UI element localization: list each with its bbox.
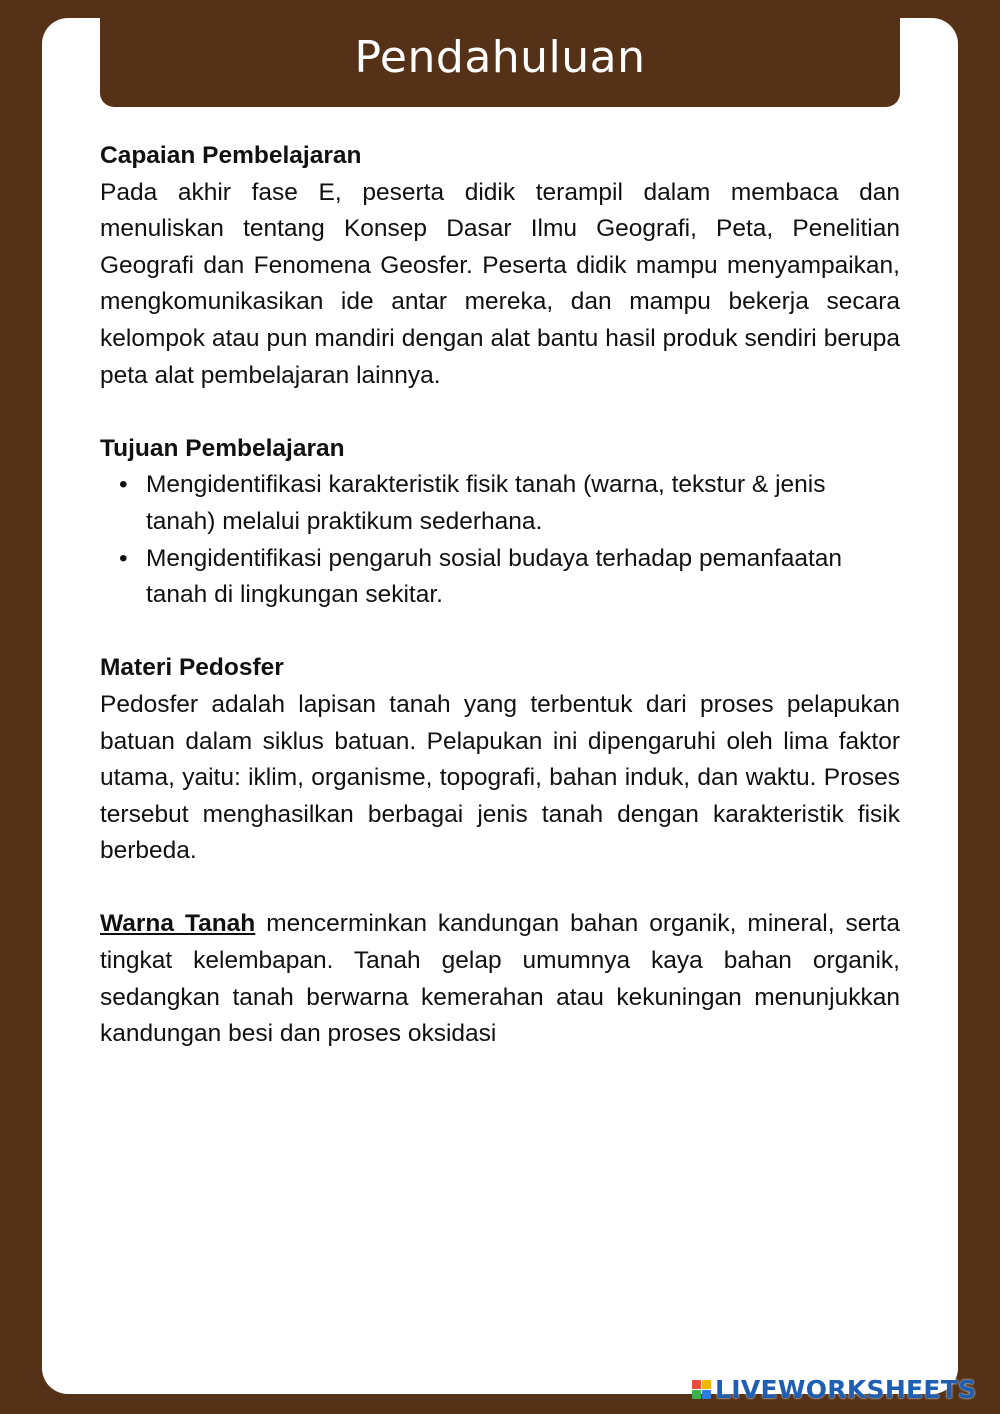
warna-text: mencerminkan kandungan bahan organik, mineral, serta tingkat kelembapan. Tanah gelap umumnya kaya bahan organik, sedangkan tanah berwarna kemerahan atau kekuningan menunjukkan kandungan besi dan proses oksidasi: [100, 910, 900, 1048]
main-content: [100, 138, 900, 1053]
liveworksheets-watermark: [692, 1376, 976, 1402]
bullet-icon: •: [119, 544, 128, 572]
tujuan-item-text: Mengidentifikasi karakteristik fisik tanah (warna, tekstur & jenis tanah) melalui praktikum sederhana.: [146, 471, 826, 535]
page-title: Pendahuluan: [354, 32, 646, 83]
watermark-text: LIVEWORKSHEETS: [715, 1374, 977, 1404]
liveworksheets-logo-icon: [692, 1380, 711, 1399]
bullet-icon: •: [119, 471, 128, 499]
tujuan-heading: Tujuan Pembelajaran: [100, 434, 345, 462]
list-item: [119, 541, 900, 614]
warna-paragraph: [100, 906, 900, 1052]
list-item: [119, 467, 900, 540]
title-banner: [100, 0, 900, 107]
tujuan-list: [100, 467, 900, 613]
tujuan-item-text: Mengidentifikasi pengaruh sosial budaya terhadap pemanfaatan tanah di lingkungan sekitar.: [146, 544, 843, 609]
materi-heading: Materi Pedosfer: [100, 654, 284, 682]
warna-term: Warna Tanah: [100, 910, 256, 938]
materi-text: Pedosfer adalah lapisan tanah yang terbentuk dari proses pelapukan batuan dalam siklus batuan. Pelapukan ini dipengaruhi oleh lima faktor utama, yaitu: iklim, organisme, topografi, bahan induk, dan waktu. Proses tersebut menghasilkan berbagai jenis tanah dengan karakteristik fisik berbeda.: [100, 690, 900, 865]
capaian-heading: Capaian Pembelajaran: [100, 142, 362, 169]
capaian-text: Pada akhir fase E, peserta didik terampil dalam membaca dan menuliskan tentang Konsep Dasar Ilmu Geografi, Peta, Penelitian Geografi dan Fenomena Geosfer. Peserta didik mampu menyampaikan, mengkomunikasikan ide antar mereka, dan mampu bekerja secara kelompok atau pun mandiri dengan alat bantu hasil produk sendiri berupa peta alat pembelajaran lainnya.: [100, 178, 900, 389]
